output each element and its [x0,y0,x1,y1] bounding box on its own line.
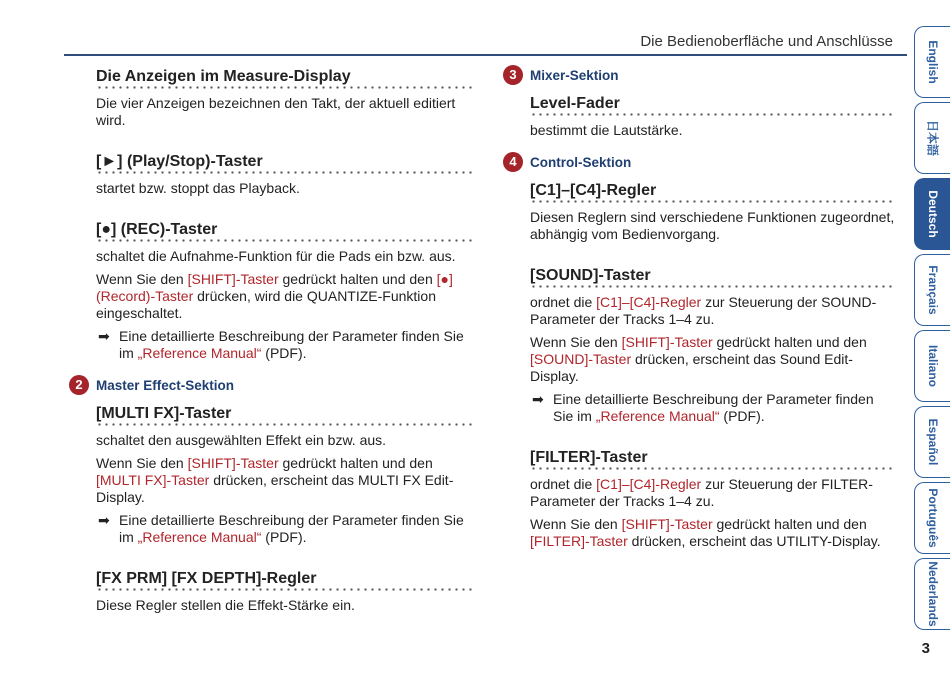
header-rule [64,54,907,56]
level-fader-heading: Level-Fader [530,95,896,116]
play-stop-text: startet bzw. stoppt das Playback. [96,180,300,196]
tab-japanese[interactable]: 日本語 [914,102,950,174]
measure-display-text: Die vier Anzeigen bezeichnen den Takt, der aktuell editiert wird. [96,95,456,128]
tab-nederlands[interactable]: Nederlands [914,558,950,630]
tab-espanol[interactable]: Español [914,406,950,478]
section-mixer: 3 Mixer-Sektion [530,68,896,83]
shift-key-ref: [SHIFT]-Taster [187,455,279,471]
multi-fx-text: schaltet den ausgewählten Effekt ein bzw. aus. [96,432,387,448]
tab-italiano[interactable]: Italiano [914,330,950,402]
shift-key-ref: [SHIFT]-Taster [187,271,279,287]
reference-note: ➡ Eine detaillierte Beschreibung der Parameter finden Sie im „Reference Manual“ (PDF). [532,391,874,424]
shift-key-ref: [SHIFT]-Taster [621,334,713,350]
arrow-right-icon: ➡ [98,328,110,344]
page-header-title: Die Bedienoberfläche und Anschlüsse [640,33,893,50]
c1-c4-key-ref: [C1]–[C4]-Regler [596,294,702,310]
play-stop-heading: [►] (Play/Stop)-Taster [96,153,472,174]
fx-prm-heading: [FX PRM] [FX DEPTH]-Regler [96,570,472,591]
measure-display-heading: Die Anzeigen im Measure-Display [96,68,472,89]
sound-key-ref: [SOUND]-Taster [530,351,632,367]
right-column [509,67,896,556]
c1-c4-text: Diesen Reglern sind verschiedene Funktionen zugeordnet, abhängig vom Bedienvorgang. [530,209,895,242]
tab-english[interactable]: English [914,26,950,98]
sound-text: ordnet die [C1]–[C4]-Regler zur Steuerung der SOUND-Parameter der Tracks 1–4 zu. [530,294,877,327]
filter-text: ordnet die [C1]–[C4]-Regler zur Steuerung der FILTER-Parameter der Tracks 1–4 zu. [530,476,873,509]
rec-heading: [●] (REC)-Taster [96,221,472,242]
reference-note: ➡ Eine detaillierte Beschreibung der Parameter finden Sie im „Reference Manual“ (PDF). [98,328,464,361]
sound-heading: [SOUND]-Taster [530,267,896,288]
section-number-badge: 3 [503,65,523,85]
rec-shift-paragraph: Wenn Sie den [SHIFT]-Taster gedrückt halten und den [●] (Record)-Taster drücken, wird die QUANTIZE-Funktion eingeschaltet. [96,271,453,321]
c1-c4-heading: [C1]–[C4]-Regler [530,182,896,203]
section-number-badge: 4 [503,152,523,172]
page-number: 3 [921,640,930,657]
multi-fx-shift-paragraph: Wenn Sie den [SHIFT]-Taster gedrückt halten und den [MULTI FX]-Taster drücken, erscheint das MULTI FX Edit-Display. [96,455,454,505]
arrow-right-icon: ➡ [532,391,544,407]
tab-portugues[interactable]: Português [914,482,950,554]
filter-key-ref: [FILTER]-Taster [530,533,628,549]
c1-c4-key-ref: [C1]–[C4]-Regler [596,476,702,492]
reference-note: ➡ Eine detaillierte Beschreibung der Parameter finden Sie im „Reference Manual“ (PDF). [98,512,464,545]
fx-prm-text: Diese Regler stellen die Effekt-Stärke ein. [96,597,355,613]
tab-deutsch[interactable]: Deutsch [914,178,950,250]
arrow-right-icon: ➡ [98,512,110,528]
shift-key-ref: [SHIFT]-Taster [621,516,713,532]
multi-fx-key-ref: [MULTI FX]-Taster [96,472,210,488]
section-control: 4 Control-Sektion [530,155,896,170]
tab-francais[interactable]: Français [914,254,950,326]
multi-fx-heading: [MULTI FX]-Taster [96,405,472,426]
level-fader-text: bestimmt die Lautstärke. [530,122,683,138]
filter-heading: [FILTER]-Taster [530,449,896,470]
sound-shift-paragraph: Wenn Sie den [SHIFT]-Taster gedrückt halten und den [SOUND]-Taster drücken, erscheint das Sound Edit-Display. [530,334,867,384]
section-number-badge: 2 [69,375,89,395]
left-column [75,68,472,620]
reference-manual-link[interactable]: „Reference Manual“ [137,345,262,361]
rec-key-ref: [●] (Record)-Taster [96,271,453,304]
section-master-effect: 2 Master Effect-Sektion [96,378,472,393]
reference-manual-link[interactable]: „Reference Manual“ [595,408,720,424]
filter-shift-paragraph: Wenn Sie den [SHIFT]-Taster gedrückt halten und den [FILTER]-Taster drücken, erscheint das UTILITY-Display. [530,516,881,549]
rec-text: schaltet die Aufnahme-Funktion für die Pads ein bzw. aus. [96,248,456,264]
reference-manual-link[interactable]: „Reference Manual“ [137,529,262,545]
